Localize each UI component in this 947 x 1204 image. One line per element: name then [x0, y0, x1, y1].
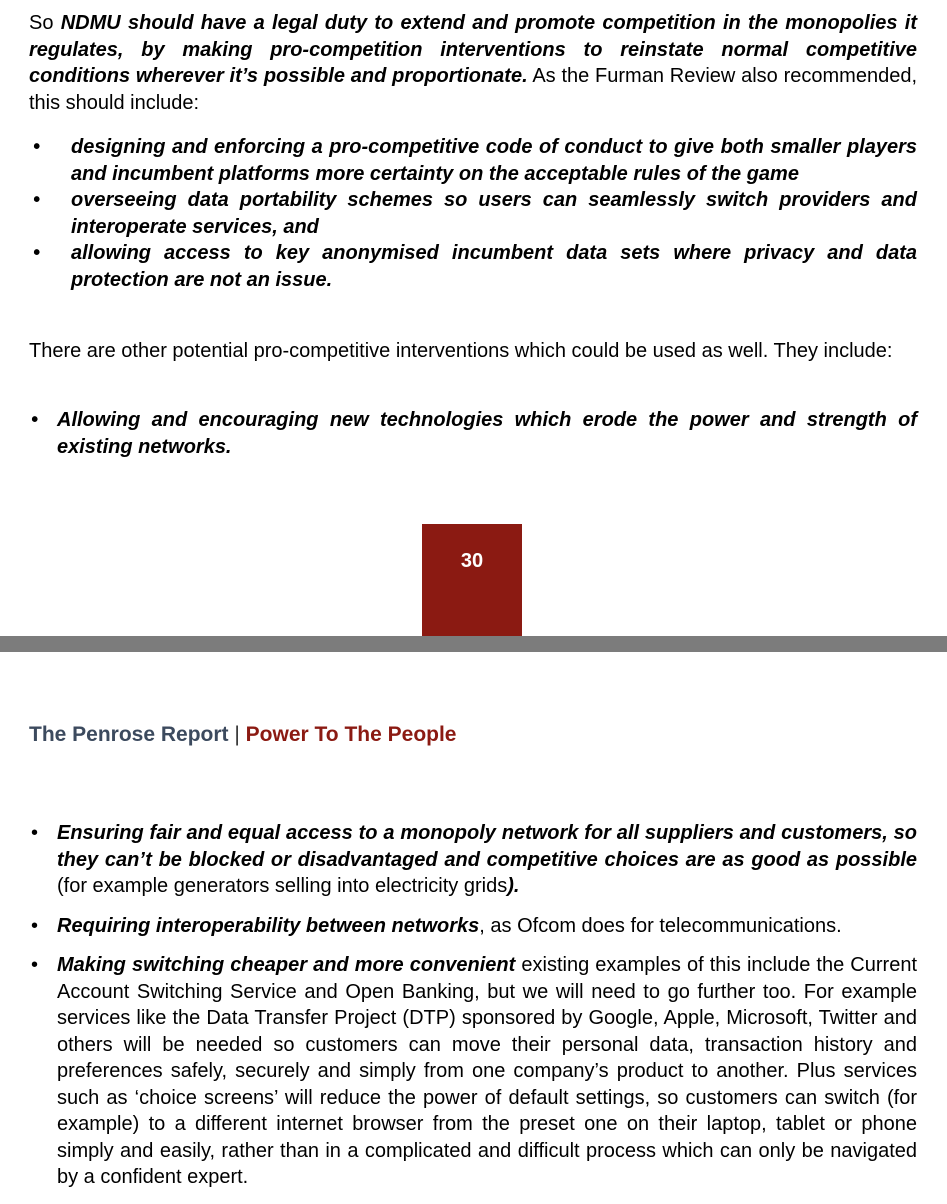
header-separator: |: [228, 723, 246, 746]
page-number: 30: [460, 550, 484, 572]
list-item: • overseeing data portability schemes so users can seamlessly switch providers and interoperate services, and: [33, 189, 917, 238]
list-item: • allowing access to key anonymised incumbent data sets where privacy and data protection are not an issue.: [33, 242, 917, 291]
bullet-icon: •: [31, 822, 39, 844]
interventions-list-bottom: [29, 820, 917, 1204]
list-item: • Ensuring fair and equal access to a monopoly network for all suppliers and customers, so they can’t be blocked or disadvantaged and competitive choices are as good as possible (for example generators selling into electricity grids).: [31, 822, 917, 897]
bullet-icon: •: [33, 136, 41, 158]
running-header: [29, 723, 456, 747]
bullet-icon: •: [31, 409, 39, 431]
page-separator: [0, 636, 947, 652]
list-item: • designing and enforcing a pro-competitive code of conduct to give both smaller players and incumbent platforms more certainty on the acceptable rules of the game: [33, 136, 917, 185]
intro-suffix: As the Furman Review also recommended, this should include:: [29, 65, 917, 114]
report-title: The Penrose Report: [29, 723, 229, 746]
interventions-paragraph: There are other potential pro-competitive interventions which could be used as well. They include:: [29, 340, 893, 362]
bullet-icon: •: [31, 914, 39, 937]
bullet-icon: •: [31, 954, 39, 976]
list-item: • Making switching cheaper and more convenient existing examples of this include the Current Account Switching Service and Open Banking, but we will need to go further too. For example services like the Data Transfer Project (DTP) sponsored by Google, Apple, Microsoft, Twitter and others will be needed so customers can move their personal data, transaction history and preferences safely, securely and simply from one company’s product to another. Plus services such as ‘choice screens’ will reduce the power of default settings, so customers can switch (for example) to a different internet browser from the preset one on their laptop, tablet or phone simply and easily, rather than in a complicated and difficult process which can only be navigated by a confident expert.: [31, 954, 918, 1188]
page-number-badge: [422, 524, 522, 636]
intro-prefix: So: [29, 12, 61, 34]
intro-paragraph: [29, 10, 917, 116]
bullet-icon: •: [33, 189, 41, 211]
report-subtitle: Power To The People: [245, 723, 457, 746]
bullet-icon: •: [33, 242, 41, 264]
list-item: • Requiring interoperability between networks, as Ofcom does for telecommunications.: [29, 913, 917, 940]
intro-emphasis: NDMU should have a legal duty to extend and promote competition in the monopolies it regulates, by making pro-competition interventions to reinstate normal competitive conditions wherever it’s possible and proportionate.: [29, 12, 917, 87]
interventions-list-top: [29, 407, 917, 460]
recommendation-list: [29, 134, 917, 293]
list-item: • Allowing and encouraging new technologies which erode the power and strength of existing networks.: [31, 409, 917, 458]
